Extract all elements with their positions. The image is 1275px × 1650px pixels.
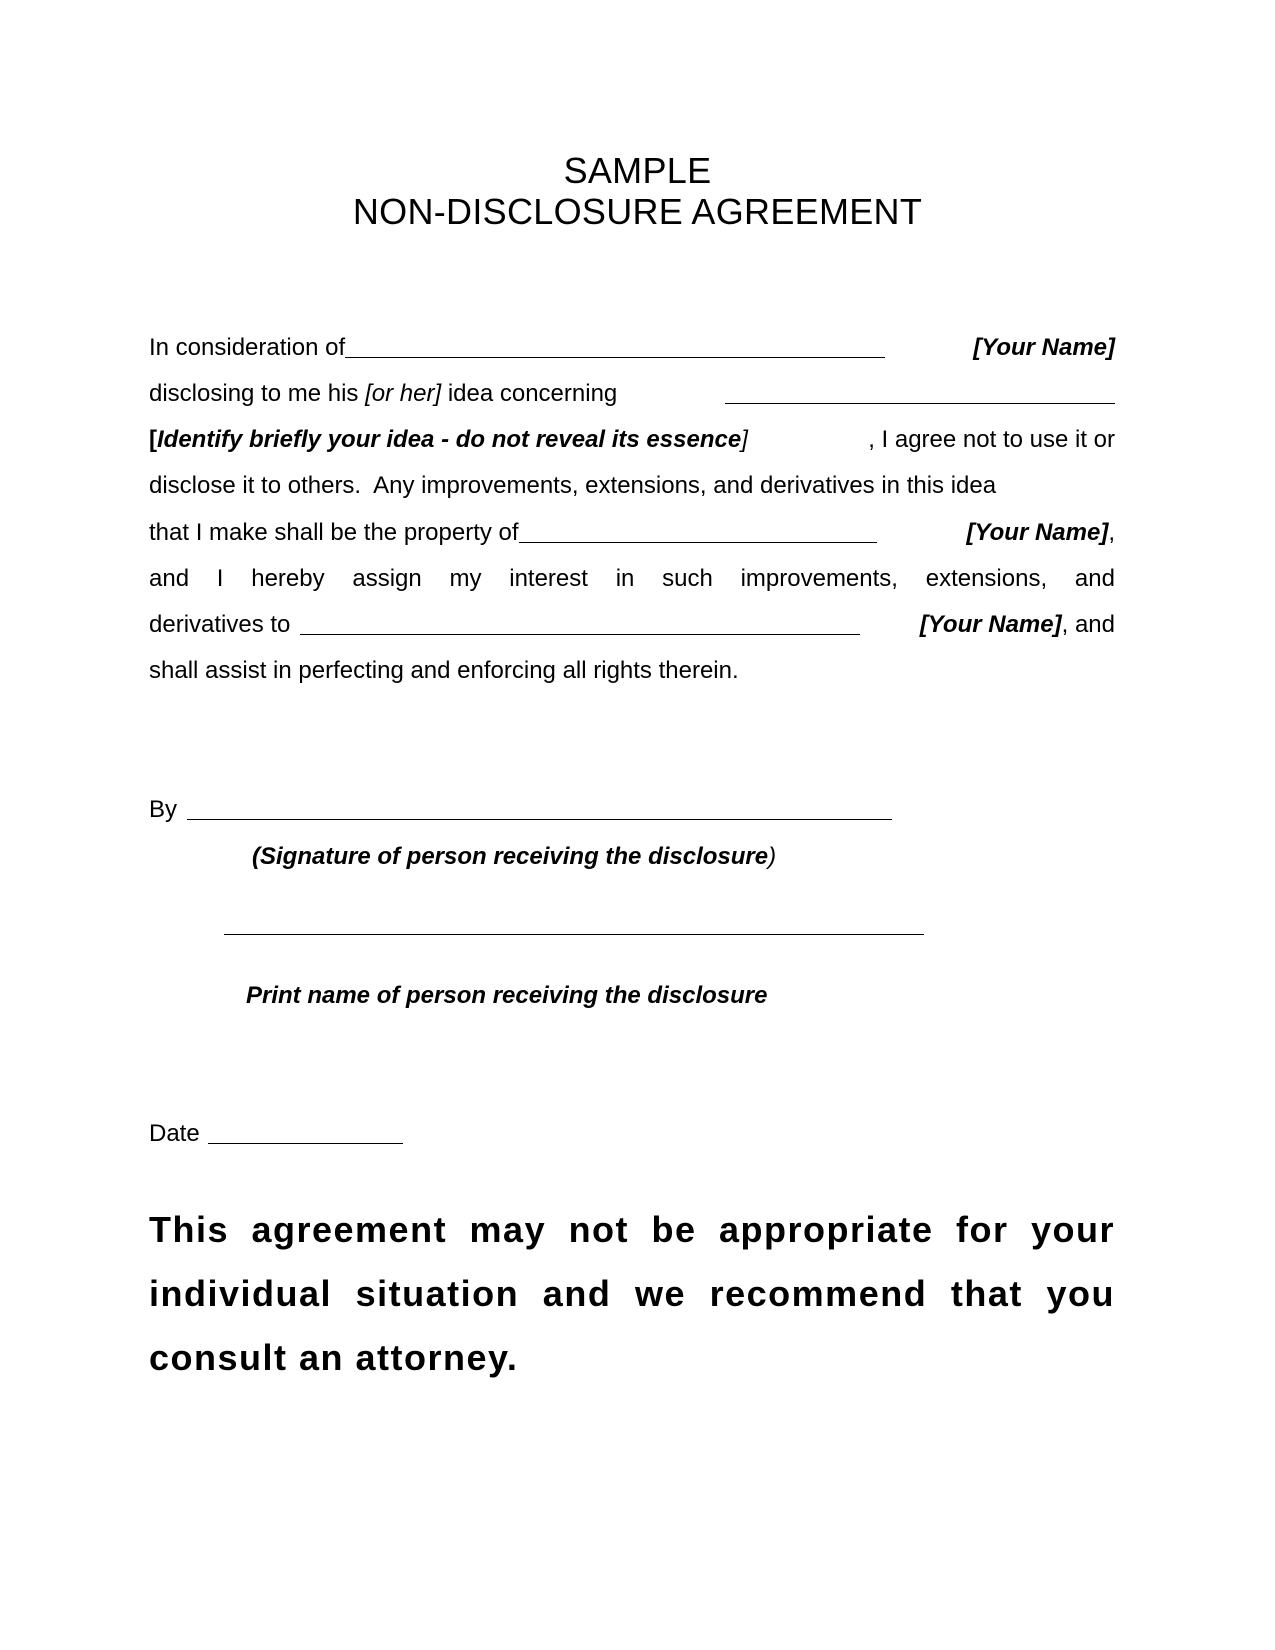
print-name-caption: Print name of person receiving the disclosure	[246, 982, 768, 1009]
agree-text: , I agree not to use it or	[868, 426, 1115, 453]
consideration-name-blank[interactable]	[345, 333, 885, 358]
word: assign	[352, 565, 422, 592]
signature-caption	[252, 842, 776, 872]
idea-concerning-blank[interactable]	[725, 379, 1115, 404]
assist-text: shall assist in perfecting and enforcing all rights therein.	[149, 657, 739, 684]
derivatives-assignee-blank[interactable]	[300, 610, 860, 635]
comma: ,	[1108, 519, 1115, 546]
agreement-line-8	[149, 656, 1115, 686]
signature-blank[interactable]	[187, 795, 892, 820]
document-title-nda: NON-DISCLOSURE AGREEMENT	[352, 191, 923, 232]
property-of-text: that I make shall be the property of	[149, 519, 519, 546]
and-text: , and	[1061, 611, 1115, 638]
or-her-text: [or her]	[365, 380, 442, 407]
word: hereby	[251, 565, 325, 592]
document-title-sample: SAMPLE	[563, 150, 712, 191]
word: and	[1074, 565, 1115, 592]
agreement-line-2	[149, 379, 1115, 409]
disclose-text: disclose it to others. Any improvements, extensions, and derivatives in this idea	[149, 472, 997, 499]
word: extensions,	[925, 565, 1048, 592]
by-label: By	[149, 796, 178, 823]
your-name-placeholder-3: [Your Name]	[919, 611, 1062, 638]
agreement-line-6	[149, 564, 1115, 594]
legal-disclaimer: This agreement may not be appropriate for your individual situation and we recommend that you consult an attorney.	[149, 1209, 1115, 1378]
bracket-open: [	[149, 426, 157, 453]
date-blank[interactable]	[208, 1119, 403, 1144]
print-name-blank[interactable]	[224, 934, 924, 935]
disclosing-text: disclosing to me his [or her] idea concerning	[149, 380, 618, 407]
agreement-line-7	[149, 610, 1115, 640]
consideration-text: In consideration of	[149, 334, 346, 361]
word: interest	[509, 565, 588, 592]
signature-caption-close: )	[768, 843, 777, 870]
your-name-placeholder-2: [Your Name]	[966, 519, 1109, 546]
bracket-close: ]	[741, 426, 748, 453]
word: I	[216, 565, 224, 592]
derivatives-to-text: derivatives to	[149, 611, 291, 638]
word: my	[449, 565, 482, 592]
date-row	[149, 1119, 403, 1149]
agreement-line-1	[149, 333, 1115, 363]
agreement-line-3	[149, 425, 1115, 455]
your-name-placeholder-1: [Your Name]	[973, 334, 1115, 361]
word: improvements,	[740, 565, 898, 592]
word: in	[615, 565, 635, 592]
word: and	[149, 565, 190, 592]
date-label: Date	[149, 1120, 200, 1147]
property-owner-blank[interactable]	[519, 518, 877, 543]
signature-row	[149, 795, 892, 825]
agreement-line-4	[149, 471, 1115, 501]
identify-idea-instruction: Identify briefly your idea - do not reveal its essence	[157, 426, 742, 453]
signature-caption-text: (Signature of person receiving the disclosure	[252, 843, 769, 870]
agreement-line-5	[149, 518, 1115, 548]
word: such	[662, 565, 713, 592]
